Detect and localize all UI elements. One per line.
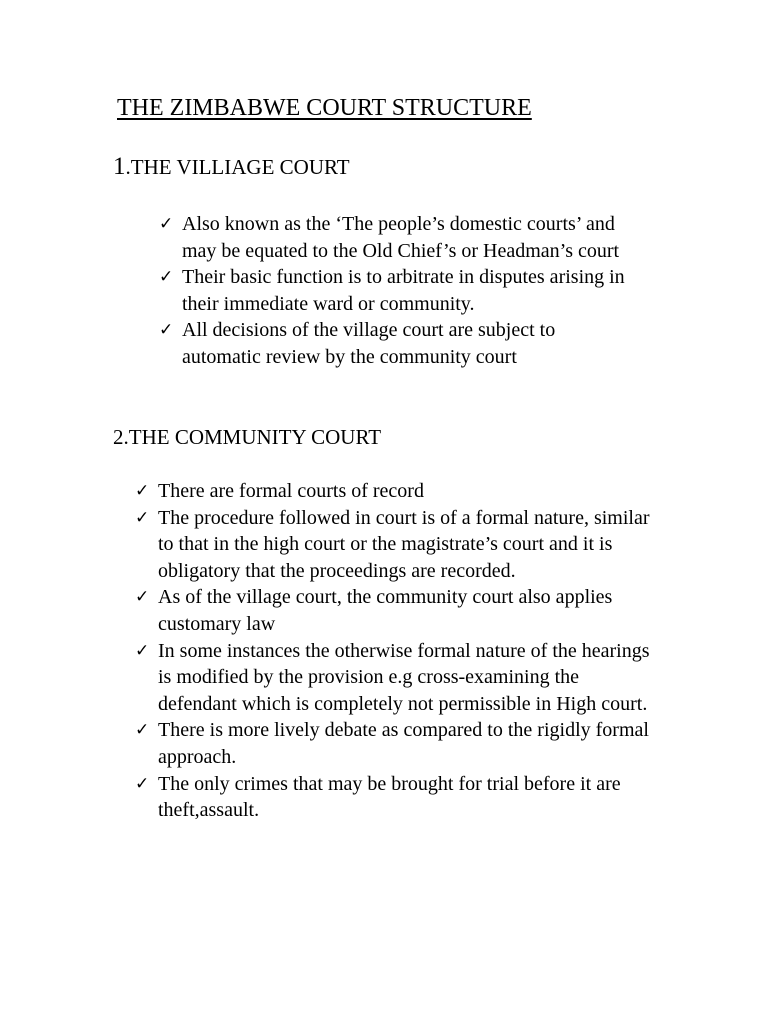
list-item-text: Their basic function is to arbitrate in disputes arising in their immediate ward or community. xyxy=(182,266,625,315)
list-item xyxy=(159,211,639,264)
list-item xyxy=(135,717,655,770)
community-court-list xyxy=(135,478,655,824)
checkmark-icon: ✓ xyxy=(135,720,150,741)
list-item-text: The procedure followed in court is of a formal nature, similar to that in the high court or the magistrate’s court and it is obligatory that the proceedings are recorded. xyxy=(158,506,650,582)
list-item-text: Also known as the ‘The people’s domestic courts’ and may be equated to the Old Chief’s or Headman’s court xyxy=(182,213,620,262)
list-item xyxy=(135,584,655,637)
checkmark-icon: ✓ xyxy=(135,773,150,794)
section-title: .THE COMMUNITY COURT xyxy=(123,425,382,449)
section-number: 2 xyxy=(113,425,124,449)
checkmark-icon: ✓ xyxy=(135,587,150,608)
list-item xyxy=(135,478,655,505)
list-item xyxy=(159,264,639,317)
list-item xyxy=(135,505,655,585)
list-item xyxy=(135,771,655,824)
checkmark-icon: ✓ xyxy=(159,320,174,341)
checkmark-icon: ✓ xyxy=(135,481,150,501)
village-court-list xyxy=(159,211,639,371)
checkmark-icon: ✓ xyxy=(159,214,174,234)
list-item-text: As of the village court, the community court also applies customary law xyxy=(158,586,613,635)
list-item xyxy=(159,317,639,370)
list-item-text: In some instances the otherwise formal nature of the hearings is modified by the provision e.g cross-examining the defendant which is completely not permissible in High court. xyxy=(158,639,650,715)
checkmark-icon: ✓ xyxy=(135,640,150,661)
document-title: THE ZIMBABWE COURT STRUCTURE xyxy=(117,95,532,121)
list-item xyxy=(135,638,655,718)
section-title: .THE VILLIAGE COURT xyxy=(125,155,350,179)
section-number: 1 xyxy=(113,153,126,180)
list-item-text: All decisions of the village court are subject to automatic review by the community court xyxy=(182,319,556,368)
list-item-text: There is more lively debate as compared to the rigidly formal approach. xyxy=(158,719,649,768)
section-heading-village-court xyxy=(113,154,350,180)
list-item-text: The only crimes that may be brought for trial before it are theft,assault. xyxy=(158,772,621,822)
checkmark-icon: ✓ xyxy=(159,267,174,288)
list-item-text: There are formal courts of record xyxy=(158,480,424,502)
section-heading-community-court xyxy=(113,424,381,450)
checkmark-icon: ✓ xyxy=(135,507,150,528)
